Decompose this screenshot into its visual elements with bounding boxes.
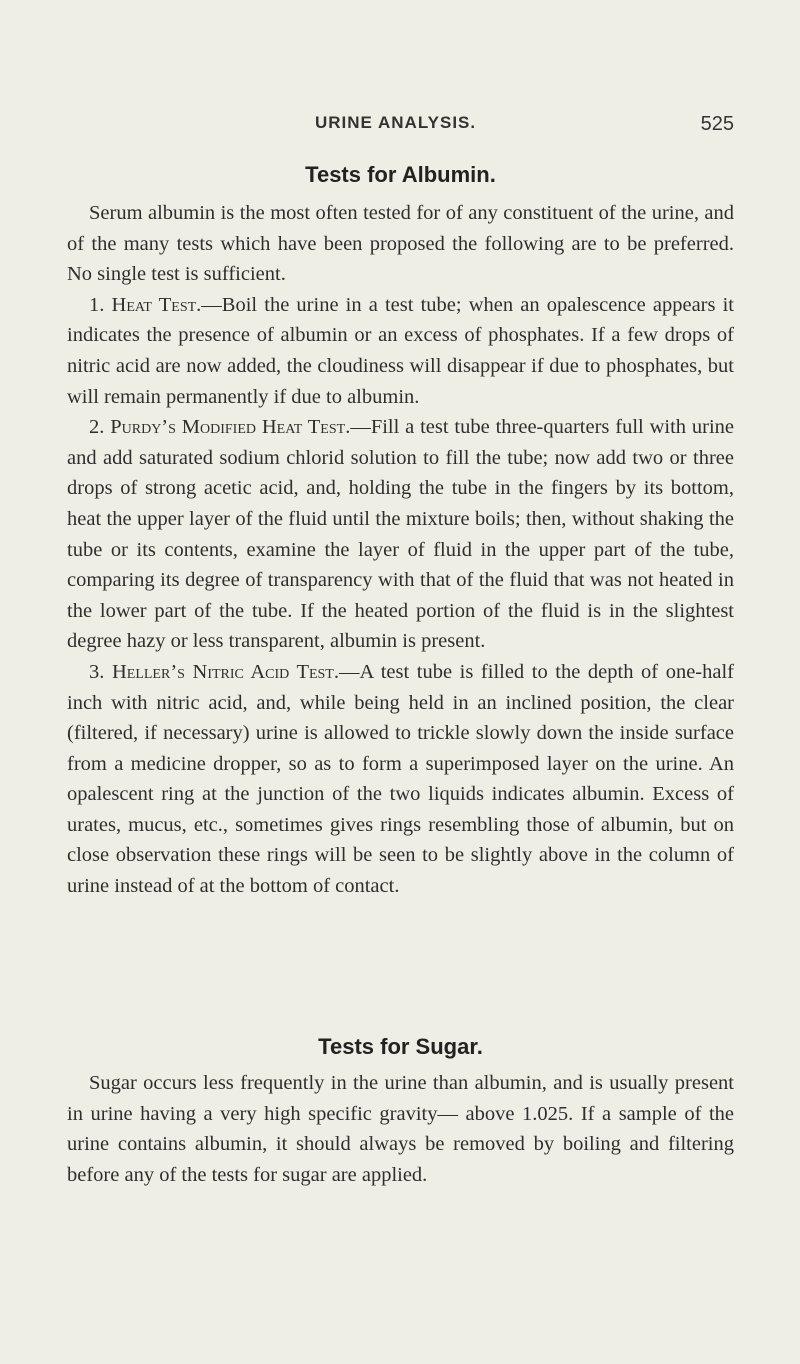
test-name: Heat Test. — [111, 293, 202, 316]
albumin-section-body — [67, 198, 734, 902]
sugar-section-body — [67, 1068, 734, 1190]
purdy-test-paragraph — [67, 412, 734, 657]
test-number: 2. — [89, 416, 105, 439]
page-number: 525 — [700, 113, 734, 135]
test-description: —Boil the urine in a test tube; when an opalescence appears it indicates the presence of albumin or an excess of phosphates. If a few drops of nitric acid are now added, the cloudiness will disappear if due to phosphates, but will remain permanently if due to albumin. — [67, 293, 735, 408]
heller-test-paragraph — [67, 657, 734, 902]
sugar-intro-paragraph: Sugar occurs less frequently in the urine than albumin, and is usually present in urine having a very high specific gravity— above 1.025. If a sample of the urine contains albumin, it should always be removed by boiling and filtering before any of the tests for sugar are applied. — [67, 1072, 734, 1186]
test-name: Heller’s Nitric Acid Test. — [111, 660, 339, 683]
heat-test-paragraph — [67, 290, 734, 412]
running-head — [67, 113, 734, 143]
albumin-section-heading: Tests for Albumin. — [305, 162, 496, 187]
running-head-title: URINE ANALYSIS. — [315, 113, 477, 132]
test-name: Purdy’s Modified Heat Test. — [110, 416, 351, 439]
test-number: 3. — [89, 660, 105, 683]
test-number: 1. — [89, 293, 105, 316]
albumin-intro-paragraph: Serum albumin is the most often tested for of any constituent of the urine, and of the many tests which have been proposed the following are to be preferred. No single test is sufficient. — [67, 202, 734, 286]
test-description: —Fill a test tube three-quarters full with urine and add saturated sodium chlorid solution to fill the tube; now add two or three drops of strong acetic acid, and, holding the tube in the fingers by its bottom, heat the upper layer of the fluid until the mixture boils; then, without shaking the tube or its contents, examine the layer of fluid in the upper part of the tube, comparing its degree of transparency with that of the fluid that was not heated in the lower part of the tube. If the heated portion of the fluid is in the slightest degree hazy or less transparent, albumin is present. — [67, 416, 734, 653]
sugar-section-heading: Tests for Sugar. — [318, 1034, 483, 1059]
test-description: —A test tube is filled to the depth of one-half inch with nitric acid, and, while being held in an inclined position, the clear (filtered, if necessary) urine is allowed to trickle slowly down the inside surface from a medicine dropper, so as to form a superimposed layer on the urine. An opalescent ring at the junction of the two liquids indicates albumin. Excess of urates, mucus, etc., sometimes gives rings resembling those of albumin, but on close observation these rings will be seen to be slightly above in the column of urine instead of at the bottom of contact. — [67, 660, 734, 898]
